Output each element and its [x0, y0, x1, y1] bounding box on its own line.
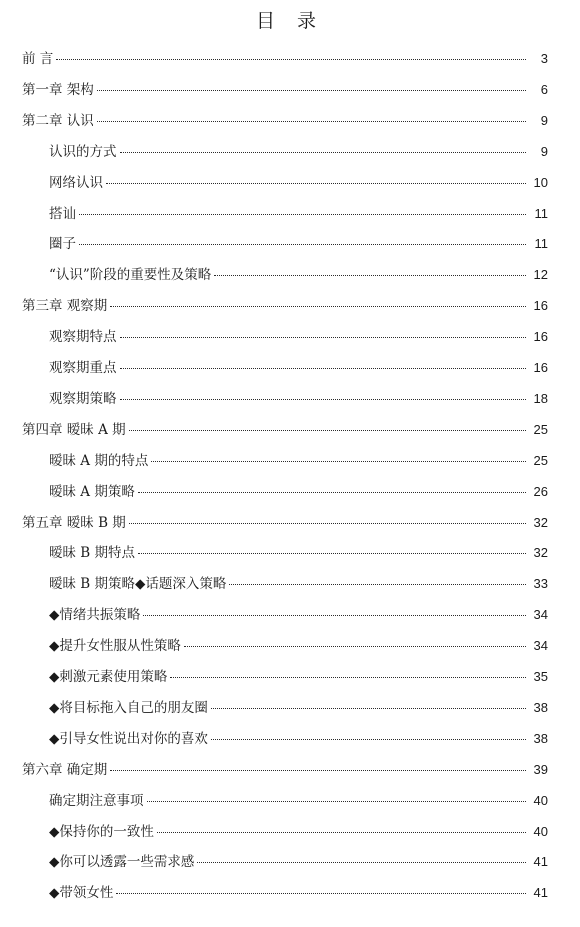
toc-entry-label: ◆将目标拖入自己的朋友圈: [49, 700, 208, 716]
toc-entry-page-number: 32: [533, 545, 548, 560]
toc-entry-label: 暧昧 A 期的特点: [49, 453, 149, 469]
toc-entry-label: 第五章 暧昧 B 期: [22, 515, 126, 531]
toc-entry-page-number: 33: [533, 576, 548, 591]
toc-entry[interactable]: [49, 636, 548, 656]
toc-entry[interactable]: [49, 265, 548, 285]
toc-entry[interactable]: [49, 791, 548, 811]
toc-entry[interactable]: [22, 420, 548, 440]
toc-entry-label: 观察期重点: [49, 360, 117, 376]
dot-leader: [110, 769, 526, 771]
toc-title: 目 录: [255, 10, 325, 32]
toc-entry[interactable]: [49, 389, 548, 409]
toc-entry-page-number: 41: [533, 854, 548, 869]
dot-leader: [97, 89, 526, 91]
toc-entry-page-number: 9: [540, 144, 548, 159]
dot-leader: [211, 707, 526, 709]
toc-entry[interactable]: [49, 852, 548, 872]
dot-leader: [106, 182, 526, 184]
toc-entry-label: 观察期策略: [49, 391, 117, 407]
toc-entry[interactable]: [49, 451, 548, 471]
toc-entry-label: 搭讪: [49, 206, 76, 222]
toc-entry-page-number: 25: [533, 422, 548, 437]
toc-entry-label: 观察期特点: [49, 329, 117, 345]
dot-leader: [229, 583, 526, 585]
dot-leader: [120, 398, 527, 400]
toc-entry[interactable]: [49, 822, 548, 842]
toc-entry-page-number: 18: [533, 391, 548, 406]
dot-leader: [214, 274, 526, 276]
toc-entry-label: 第四章 暧昧 A 期: [22, 422, 126, 438]
dot-leader: [197, 861, 526, 863]
toc-entry[interactable]: [49, 729, 548, 749]
dot-leader: [120, 151, 527, 153]
toc-entry-page-number: 12: [533, 267, 548, 282]
toc-entry-page-number: 11: [534, 206, 548, 221]
dot-leader: [110, 305, 526, 307]
toc-entry-page-number: 32: [533, 515, 548, 530]
toc-entry[interactable]: [49, 173, 548, 193]
toc-entry-page-number: 40: [533, 824, 548, 839]
toc-entry[interactable]: [22, 111, 548, 131]
toc-entry-page-number: 35: [533, 669, 548, 684]
toc-entry-page-number: 38: [533, 700, 548, 715]
dot-leader: [120, 367, 527, 369]
toc-entry[interactable]: [22, 296, 548, 316]
dot-leader: [147, 800, 527, 802]
toc-entry[interactable]: [49, 142, 548, 162]
dot-leader: [120, 336, 527, 338]
dot-leader: [143, 614, 526, 616]
dot-leader: [138, 552, 526, 554]
toc-entry[interactable]: [49, 667, 548, 687]
toc-entry[interactable]: [49, 234, 548, 254]
dot-leader: [129, 429, 526, 431]
toc-entry-label: 圈子: [49, 236, 76, 252]
toc-entry[interactable]: [22, 49, 548, 69]
toc-entry-label: ◆情绪共振策略: [49, 607, 141, 623]
dot-leader: [79, 213, 526, 215]
dot-leader: [116, 892, 526, 894]
toc-entry-label: 前 言: [22, 51, 54, 67]
dot-leader: [151, 460, 526, 462]
toc-entry-label: 第六章 确定期: [22, 762, 108, 778]
toc-entry-page-number: 39: [533, 762, 548, 777]
dot-leader: [97, 120, 526, 122]
toc-entry-label: 暧昧 B 期特点: [49, 545, 136, 561]
dot-leader: [129, 522, 526, 524]
dot-leader: [211, 738, 526, 740]
toc-entry-page-number: 10: [533, 175, 548, 190]
toc-entry-label: 网络认识: [49, 175, 103, 191]
toc-entry[interactable]: [49, 204, 548, 224]
toc-entry-label: 暧昧 B 期策略◆话题深入策略: [49, 576, 227, 592]
toc-entry-label: ◆你可以透露一些需求感: [49, 854, 195, 870]
toc-entry-label: 暧昧 A 期策略: [49, 484, 135, 500]
toc-entry-page-number: 16: [533, 360, 548, 375]
toc-entry[interactable]: [49, 698, 548, 718]
toc-entry-page-number: 16: [533, 329, 548, 344]
toc-entry-page-number: 16: [533, 298, 548, 313]
toc-entry-page-number: 40: [533, 793, 548, 808]
toc-entry-page-number: 6: [540, 82, 548, 97]
toc-entry-page-number: 34: [533, 638, 548, 653]
toc-entry[interactable]: [49, 482, 548, 502]
toc-entry[interactable]: [22, 513, 548, 533]
toc-entry-label: 确定期注意事项: [49, 793, 144, 809]
toc-entry-page-number: 25: [533, 453, 548, 468]
toc-entry-label: 第一章 架构: [22, 82, 94, 98]
toc-entry-label: ◆引导女性说出对你的喜欢: [49, 731, 208, 747]
toc-entry[interactable]: [49, 543, 548, 563]
toc-entry-page-number: 38: [533, 731, 548, 746]
toc-entry[interactable]: [49, 883, 548, 903]
toc-entry-label: “认识”阶段的重要性及策略: [49, 267, 212, 283]
toc-entry[interactable]: [49, 327, 548, 347]
toc-entry-label: 认识的方式: [49, 144, 117, 160]
toc-entry[interactable]: [49, 605, 548, 625]
dot-leader: [79, 243, 526, 245]
dot-leader: [56, 58, 526, 60]
toc-entry[interactable]: [49, 358, 548, 378]
toc-entry-page-number: 26: [533, 484, 548, 499]
dot-leader: [170, 676, 526, 678]
toc-entry-page-number: 34: [533, 607, 548, 622]
toc-entry[interactable]: [22, 760, 548, 780]
toc-entry-label: 第三章 观察期: [22, 298, 108, 314]
toc-entry[interactable]: [22, 80, 548, 100]
toc-entry-page-number: 9: [540, 113, 548, 128]
toc-entry-label: ◆带领女性: [49, 885, 114, 901]
dot-leader: [157, 831, 526, 833]
toc-entry-page-number: 41: [533, 885, 548, 900]
dot-leader: [138, 491, 526, 493]
toc-entry-page-number: 3: [540, 51, 548, 66]
toc-entry-label: ◆保持你的一致性: [49, 824, 154, 840]
toc-entry-page-number: 11: [534, 236, 548, 251]
toc-entry-label: ◆刺激元素使用策略: [49, 669, 168, 685]
toc-entry[interactable]: [49, 574, 548, 594]
dot-leader: [184, 645, 526, 647]
toc-entry-label: 第二章 认识: [22, 113, 94, 129]
toc-entry-label: ◆提升女性服从性策略: [49, 638, 181, 654]
